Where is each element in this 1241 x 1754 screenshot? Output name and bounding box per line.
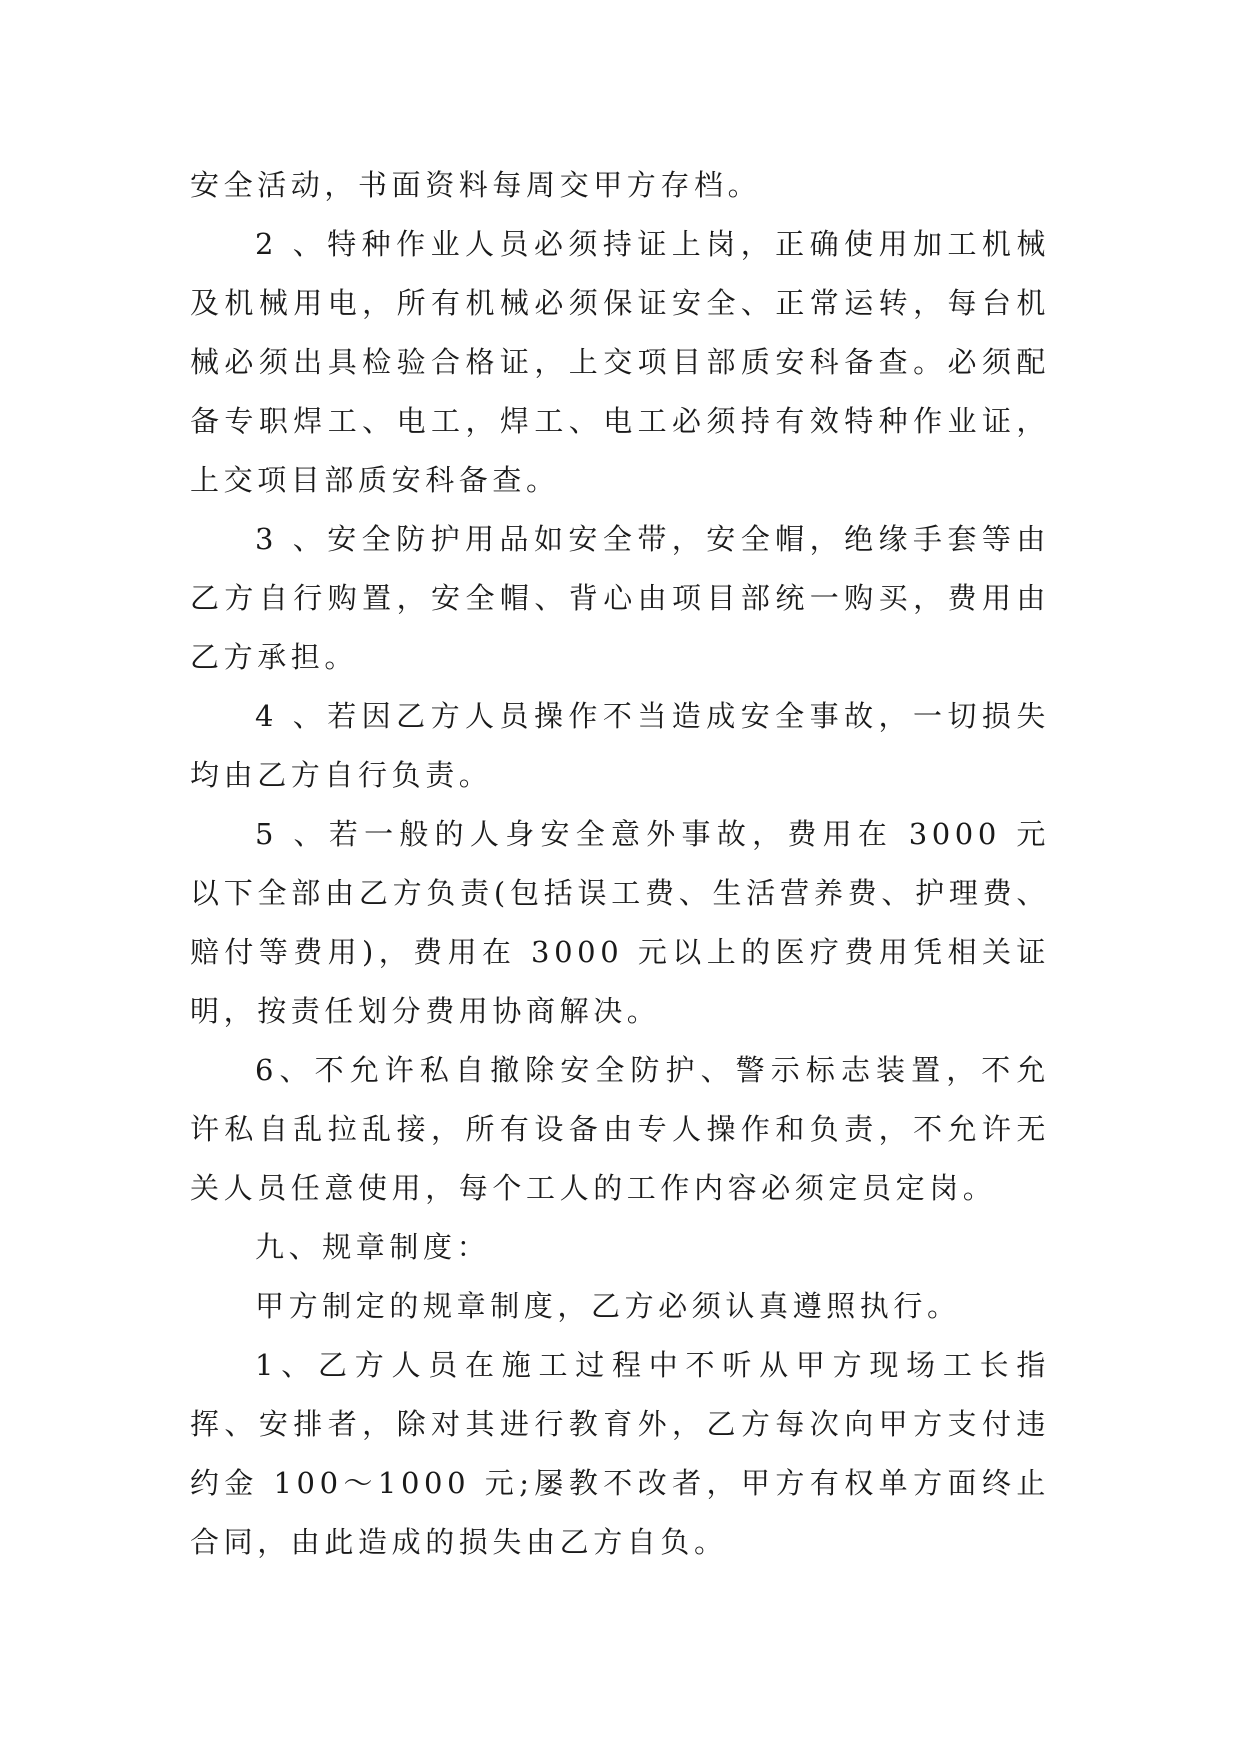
paragraph-rules-clause-1: 1、乙方人员在施工过程中不听从甲方现场工长指挥、安排者，除对其进行教育外，乙方每次向甲方支付违约金 100～1000 元;屡教不改者，甲方有权单方面终止合同，由此造成的损失由乙方自负。 [190,1348,1050,1559]
document-body [190,156,1050,1572]
paragraph-rules-intro: 甲方制定的规章制度，乙方必须认真遵照执行。 [255,1289,961,1323]
paragraph-clause-3-protective-gear: 3 、安全防护用品如安全带，安全帽，绝缘手套等由乙方自行购置，安全帽、背心由项目部统一购买，费用由乙方承担。 [190,522,1050,674]
section-heading-rules: 九、规章制度： [255,1230,491,1264]
paragraph-clause-4-accident-liability: 4 、若因乙方人员操作不当造成安全事故，一切损失均由乙方自行负责。 [190,699,1050,792]
paragraph-clause-2-special-workers: 2 、特种作业人员必须持证上岗，正确使用加工机械及机械用电，所有机械必须保证安全、正常运转，每台机械必须出具检验合格证，上交项目部质安科备查。必须配备专职焊工、电工，焊工、电工必须持有效特种作业证，上交项目部质安科备查。 [190,227,1050,497]
paragraph-safety-activity-tail: 安全活动，书面资料每周交甲方存档。 [190,168,762,202]
paragraph-clause-6-equipment-rules: 6、不允许私自撤除安全防护、警示标志装置，不允许私自乱拉乱接，所有设备由专人操作和负责，不允许无关人员任意使用，每个工人的工作内容必须定员定岗。 [190,1053,1050,1205]
paragraph-clause-5-accident-costs: 5 、若一般的人身安全意外事故，费用在 3000 元以下全部由乙方负责(包括误工费、生活营养费、护理费、赔付等费用)，费用在 3000 元以上的医疗费用凭相关证明，按责任划分费用协商解决。 [190,817,1050,1028]
